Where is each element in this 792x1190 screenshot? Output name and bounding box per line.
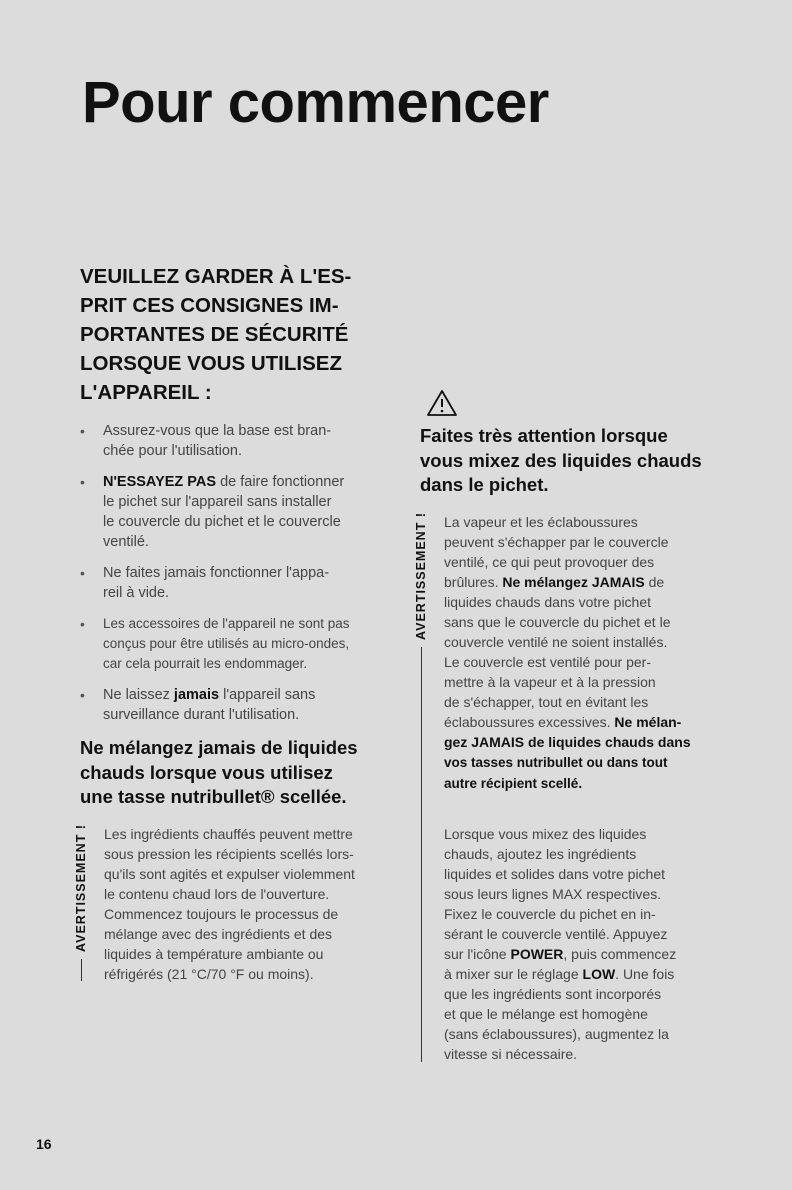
warning-triangle-icon bbox=[426, 388, 458, 418]
list-item: • Ne laissez jamais l'appareil sans surveillance durant l'utilisation. bbox=[80, 687, 316, 723]
warning-body: La vapeur et les éclaboussures peuvent s'échapper par le couvercle ventilé, ce qui peut provoquer des brûlures. Ne mélangez JAMAIS de liquides chauds dans votre pichet sans que le couvercle du pichet et le couvercle ventilé ne soient installés. Le couvercle est ventilé pour per- mettre à la vapeur et à la pression de s'échapper, tout en évitant les éclaboussures excessives. Ne mélan- gez JAMAIS de liquides chauds dans vos tasses nutribullet ou dans tout autre récipient scellé. Lorsque vous mixez des liquides chauds, ajoutez les ingrédients liquides et solides dans votre pichet sous leurs lignes MAX respectives. Fixez le couvercle du pichet en in- sérant le couvercle ventilé. Appuyez sur l'icône POWER, puis commencez à mixer sur le réglage LOW. Une fois que les ingrédients sont incorporés et que le mélange est homogène (sans éclaboussures), augmentez la vitesse si nécessaire. bbox=[444, 513, 691, 1062]
warning-divider bbox=[421, 647, 422, 1062]
bullet-icon: • bbox=[80, 474, 85, 490]
bullet-icon: • bbox=[80, 565, 85, 581]
warning-body: Les ingrédients chauffés peuvent mettre sous pression les récipients scellés lors- qu'ils sont agités et expulser violemment le contenu chaud lors de l'ouverture. Commencez toujours le processus de mélange avec des ingrédients et des liquides à température ambiante ou réfrigérés (21 °C/70 °F ou moins). bbox=[104, 825, 355, 982]
left-column bbox=[74, 262, 380, 984]
safety-heading: VEUILLEZ GARDER À L'ES- PRIT CES CONSIGNES IM- PORTANTES DE SÉCURITÉ LORSQUE VOUS UTILISEZ L'APPAREIL : bbox=[80, 265, 352, 404]
bullet-icon: • bbox=[80, 687, 85, 703]
warning-label: AVERTISSEMENT ! bbox=[71, 824, 91, 982]
list-item: • Assurez-vous que la base est bran- chée pour l'utilisation. bbox=[80, 423, 332, 459]
bullet-icon: • bbox=[80, 616, 85, 632]
list-item: • Ne faites jamais fonctionner l'appa- reil à vide. bbox=[80, 565, 330, 601]
hot-liquids-warning bbox=[414, 511, 720, 1064]
warning-label: AVERTISSEMENT ! bbox=[411, 512, 431, 1063]
page-title: Pour commencer bbox=[82, 70, 549, 135]
safety-list bbox=[80, 421, 380, 725]
hot-liquids-heading: Faites très attention lorsque vous mixez des liquides chauds dans le pichet. bbox=[420, 425, 702, 495]
right-column bbox=[414, 388, 720, 1064]
list-item: • Les accessoires de l'appareil ne sont pas conçus pour être utilisés au micro-ondes, car cela pourrait les endommager. bbox=[80, 616, 350, 671]
warning-divider bbox=[81, 959, 82, 981]
sealed-cup-warning bbox=[74, 823, 380, 984]
list-item: • N'ESSAYEZ PAS de faire fonctionner le pichet sur l'appareil sans installer le couvercle du pichet et le couvercle ventilé. bbox=[80, 474, 345, 550]
bullet-icon: • bbox=[80, 423, 85, 439]
sealed-cup-heading: Ne mélangez jamais de liquides chauds lorsque vous utilisez une tasse nutribullet® scellée. bbox=[80, 737, 358, 807]
page-number: 16 bbox=[36, 1136, 52, 1152]
